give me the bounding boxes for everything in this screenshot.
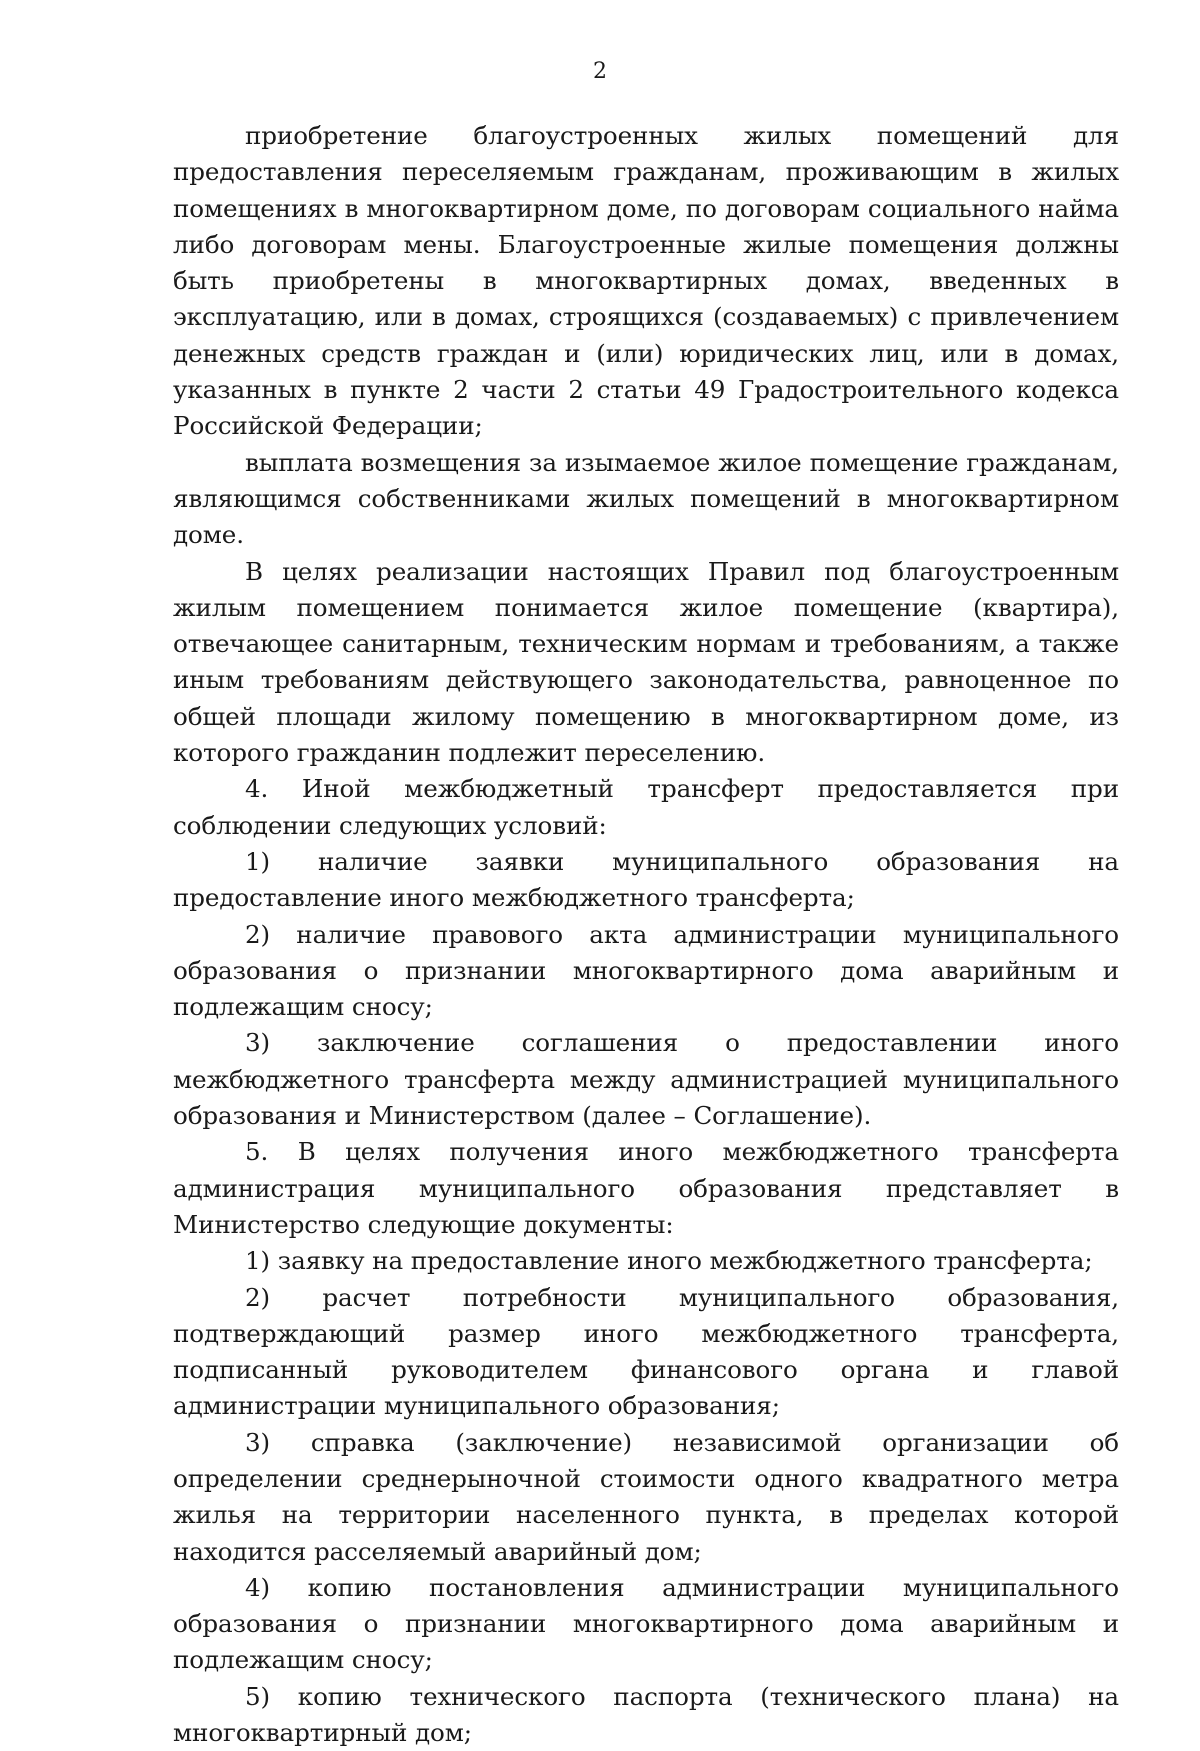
paragraph-item-5: 5. В целях получения иного межбюджетного трансферта администрация муниципального образования представляет в Министерство следующие документы: (173, 1137, 1119, 1239)
paragraph-compensation: выплата возмещения за изымаемое жилое помещение гражданам, являющимся собственниками жилых помещений в многоквартирном доме. (173, 447, 1119, 550)
paragraph-definition: В целях реализации настоящих Правил под благоустроенным жилым помещением понимается жилое помещение (квартира), отвечающее санитарным, техническим нормам и требованиям, а также иным требованиям действующего законодательства, равноценное по общей площади жилому помещению в многоквартирном доме, из которого гражданин подлежит переселению. (173, 556, 1119, 768)
paragraph-item-5-5: 5) копию технического паспорта (технического плана) на многоквартирный дом; (173, 1681, 1119, 1748)
paragraph-acquisition: приобретение благоустроенных жилых помещений для предоставления переселяемым гражданам, проживающим в жилых помещениях в многоквартирном доме, по договорам социального найма либо договорам мены. Благоустроенные жилые помещения должны быть приобретены в многоквартирных домах, введенных в эксплуатацию, или в домах, строящихся (создаваемых) с привлечением денежных средств граждан и (или) юридических лиц, или в домах, указанных в пункте 2 части 2 статьи 49 Градостроительного кодекса Российской Федерации; (173, 121, 1119, 441)
paragraph-item-4: 4. Иной межбюджетный трансферт предоставляется при соблюдении следующих условий: (173, 774, 1119, 840)
paragraph-item-5-2: 2) расчет потребности муниципального образования, подтверждающий размер иного межбюджетного трансферта, подписанный руководителем финансового органа и главой администрации муниципального образования; (173, 1282, 1119, 1421)
paragraph-item-5-3: 3) справка (заключение) независимой организации об определении среднерыночной стоимости одного квадратного метра жилья на территории населенного пункта, в пределах которой находится расселяемый аварийный дом; (173, 1427, 1119, 1566)
paragraph-item-5-4: 4) копию постановления администрации муниципального образования о признании многоквартирного дома аварийным и подлежащим сносу; (173, 1572, 1119, 1675)
paragraph-item-4-3: 3) заключение соглашения о предоставлении иного межбюджетного трансферта между администрацией муниципального образования и Министерством (далее – Соглашение). (173, 1028, 1119, 1131)
paragraph-item-5-1: 1) заявку на предоставление иного межбюджетного трансферта; (245, 1246, 1093, 1276)
document-body (173, 118, 1119, 1751)
paragraph-item-4-2: 2) наличие правового акта администрации муниципального образования о признании многоквартирного дома аварийным и подлежащим сносу; (173, 919, 1119, 1022)
paragraph-item-4-1: 1) наличие заявки муниципального образования на предоставление иного межбюджетного трансферта; (173, 846, 1119, 913)
page-number: 2 (593, 59, 607, 84)
